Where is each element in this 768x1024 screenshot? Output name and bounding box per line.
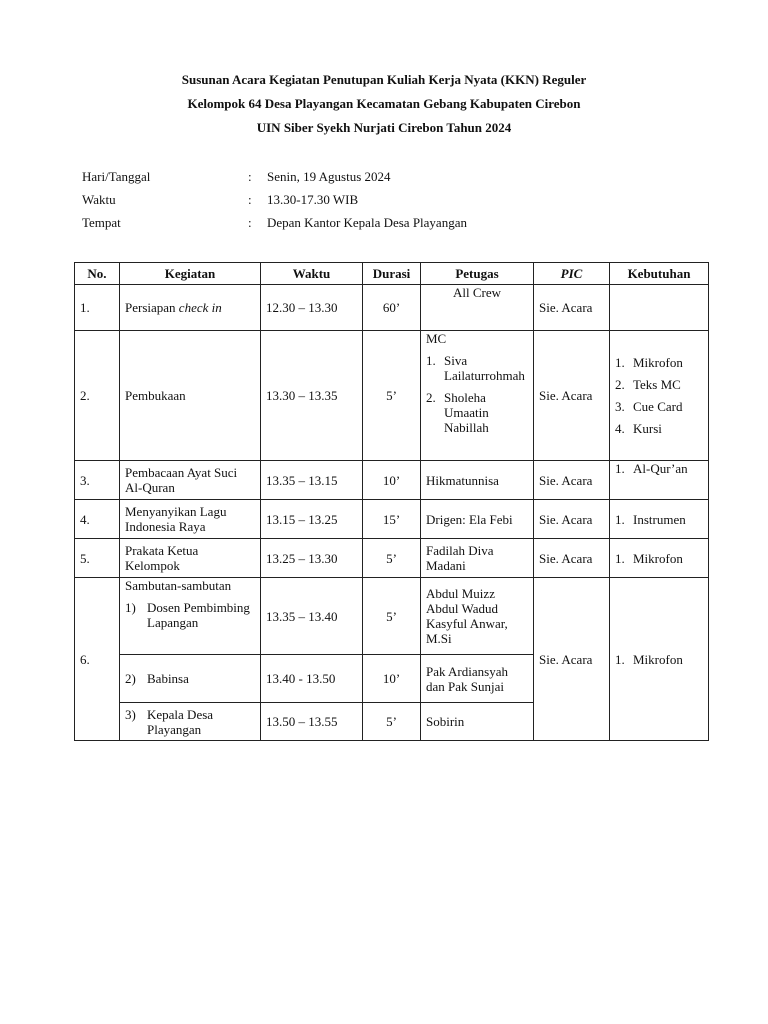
row-pic: Sie. Acara xyxy=(534,500,610,539)
title-line-3: UIN Siber Syekh Nurjati Cirebon Tahun 2024 xyxy=(256,120,512,135)
sub-number: 2) xyxy=(125,671,136,686)
list-number: 1. xyxy=(615,550,625,566)
colon: : xyxy=(248,169,252,184)
table-header-row xyxy=(75,263,709,285)
sub-item xyxy=(125,600,255,630)
kegiatan-title: Sambutan-sambutan xyxy=(125,578,232,593)
title-line-2: Kelompok 64 Desa Playangan Kecamatan Gebang Kabupaten Cirebon xyxy=(187,96,581,111)
schedule-table xyxy=(74,262,709,741)
row-pic: Sie. Acara xyxy=(534,461,610,500)
row-petugas: All Crew xyxy=(421,285,534,331)
row-kegiatan: Menyanyikan Lagu Indonesia Raya xyxy=(120,500,261,539)
row-pic: Sie. Acara xyxy=(534,578,610,741)
kebutuhan-item: Mikrofon xyxy=(633,550,683,566)
row-pic: Sie. Acara xyxy=(534,331,610,461)
list-number: 1. xyxy=(426,353,436,368)
time-value: 13.30-17.30 WIB xyxy=(267,192,359,207)
header-kebutuhan: Kebutuhan xyxy=(610,263,709,285)
list-item xyxy=(615,355,703,370)
row-kebutuhan xyxy=(610,461,709,500)
sub-number: 1) xyxy=(125,600,136,615)
list-number: 3. xyxy=(615,399,625,414)
row-kegiatan xyxy=(120,578,261,655)
place-label: Tempat xyxy=(82,215,121,230)
list-number: 1. xyxy=(615,651,625,667)
kebutuhan-item: Kursi xyxy=(633,421,662,436)
row-durasi: 5’ xyxy=(363,539,421,578)
kebutuhan-item: Instrumen xyxy=(633,511,686,527)
place-value: Depan Kantor Kepala Desa Playangan xyxy=(267,215,467,230)
table-row xyxy=(75,331,709,461)
row-waktu: 13.30 – 13.35 xyxy=(261,331,363,461)
list-number: 1. xyxy=(615,355,625,370)
list-item xyxy=(615,399,703,414)
kebutuhan-list xyxy=(615,461,703,476)
list-number: 2. xyxy=(615,377,625,392)
list-item xyxy=(615,461,703,476)
colon: : xyxy=(248,215,252,230)
kebutuhan-item: Al-Qur’an xyxy=(633,461,688,476)
list-item xyxy=(426,390,528,435)
header-waktu: Waktu xyxy=(261,263,363,285)
sub-item xyxy=(125,671,255,686)
row-kebutuhan xyxy=(610,578,709,741)
row-no: 5. xyxy=(75,539,120,578)
row-durasi: 60’ xyxy=(363,285,421,331)
kebutuhan-list xyxy=(615,551,703,566)
petugas-list xyxy=(426,353,528,435)
kegiatan-text: Persiapan xyxy=(125,300,179,315)
row-durasi: 5’ xyxy=(363,703,421,741)
kebutuhan-list xyxy=(615,652,703,667)
row-kegiatan xyxy=(120,655,261,703)
row-kebutuhan xyxy=(610,285,709,331)
kebutuhan-list xyxy=(615,512,703,527)
list-number: 2. xyxy=(426,390,436,405)
kegiatan-italic: check in xyxy=(178,300,222,315)
row-petugas: Abdul Muizz Abdul Wadud Kasyful Anwar, M.Si xyxy=(421,578,534,655)
header-kegiatan: Kegiatan xyxy=(120,263,261,285)
header-durasi: Durasi xyxy=(363,263,421,285)
date-label: Hari/Tanggal xyxy=(82,169,151,184)
table-row xyxy=(75,539,709,578)
row-durasi: 10’ xyxy=(363,655,421,703)
row-no: 2. xyxy=(75,331,120,461)
header-petugas: Petugas xyxy=(421,263,534,285)
row-durasi: 5’ xyxy=(363,578,421,655)
row-no: 1. xyxy=(75,285,120,331)
row-waktu: 13.35 – 13.15 xyxy=(261,461,363,500)
row-no: 3. xyxy=(75,461,120,500)
sub-label: Babinsa xyxy=(147,671,189,686)
row-kegiatan xyxy=(120,285,261,331)
row-petugas: Drigen: Ela Febi xyxy=(421,500,534,539)
row-waktu: 13.15 – 13.25 xyxy=(261,500,363,539)
kebutuhan-item: Mikrofon xyxy=(633,651,683,667)
row-waktu: 13.25 – 13.30 xyxy=(261,539,363,578)
kebutuhan-item: Mikrofon xyxy=(633,355,683,370)
row-petugas: Fadilah Diva Madani xyxy=(421,539,534,578)
kebutuhan-item: Cue Card xyxy=(633,399,683,414)
petugas-title: MC xyxy=(426,331,447,346)
sub-label: Kepala Desa Playangan xyxy=(147,706,214,737)
petugas-name: Siva Lailaturrohmah xyxy=(444,353,525,383)
row-durasi: 5’ xyxy=(363,331,421,461)
sub-number: 3) xyxy=(125,706,136,722)
title-line-1: Susunan Acara Kegiatan Penutupan Kuliah Kerja Nyata (KKN) Reguler xyxy=(181,72,587,87)
kebutuhan-list xyxy=(615,355,703,436)
row-waktu: 13.50 – 13.55 xyxy=(261,703,363,741)
list-number: 4. xyxy=(615,421,625,436)
row-pic: Sie. Acara xyxy=(534,285,610,331)
table-row xyxy=(75,578,709,655)
sub-item xyxy=(125,707,255,737)
row-durasi: 15’ xyxy=(363,500,421,539)
row-no: 4. xyxy=(75,500,120,539)
sub-label: Dosen Pembimbing Lapangan xyxy=(147,600,250,630)
list-number: 1. xyxy=(615,511,625,527)
row-kegiatan: Prakata Ketua Kelompok xyxy=(120,539,261,578)
row-waktu: 13.40 - 13.50 xyxy=(261,655,363,703)
row-petugas xyxy=(421,331,534,461)
kebutuhan-item: Teks MC xyxy=(633,377,681,392)
row-no: 6. xyxy=(75,578,120,741)
row-waktu: 12.30 – 13.30 xyxy=(261,285,363,331)
date-value: Senin, 19 Agustus 2024 xyxy=(267,169,391,184)
row-kegiatan xyxy=(120,703,261,741)
header-pic: PIC xyxy=(534,263,610,285)
list-item xyxy=(426,353,528,383)
row-kebutuhan xyxy=(610,500,709,539)
table-row xyxy=(75,500,709,539)
table-row xyxy=(75,461,709,500)
colon: : xyxy=(248,192,252,207)
time-label: Waktu xyxy=(82,192,116,207)
row-kegiatan: Pembukaan xyxy=(120,331,261,461)
row-waktu: 13.35 – 13.40 xyxy=(261,578,363,655)
list-number: 1. xyxy=(615,461,625,476)
list-item xyxy=(615,377,703,392)
row-kebutuhan xyxy=(610,539,709,578)
list-item xyxy=(615,512,703,527)
row-petugas: Sobirin xyxy=(421,703,534,741)
list-item xyxy=(615,652,703,667)
row-kegiatan: Pembacaan Ayat Suci Al-Quran xyxy=(120,461,261,500)
row-pic: Sie. Acara xyxy=(534,539,610,578)
row-durasi: 10’ xyxy=(363,461,421,500)
petugas-name: Sholeha Umaatin Nabillah xyxy=(444,390,489,435)
list-item xyxy=(615,551,703,566)
header-no: No. xyxy=(75,263,120,285)
list-item xyxy=(615,421,703,436)
table-row xyxy=(75,285,709,331)
row-kebutuhan xyxy=(610,331,709,461)
row-petugas: Hikmatunnisa xyxy=(421,461,534,500)
row-petugas: Pak Ardiansyah dan Pak Sunjai xyxy=(421,655,534,703)
